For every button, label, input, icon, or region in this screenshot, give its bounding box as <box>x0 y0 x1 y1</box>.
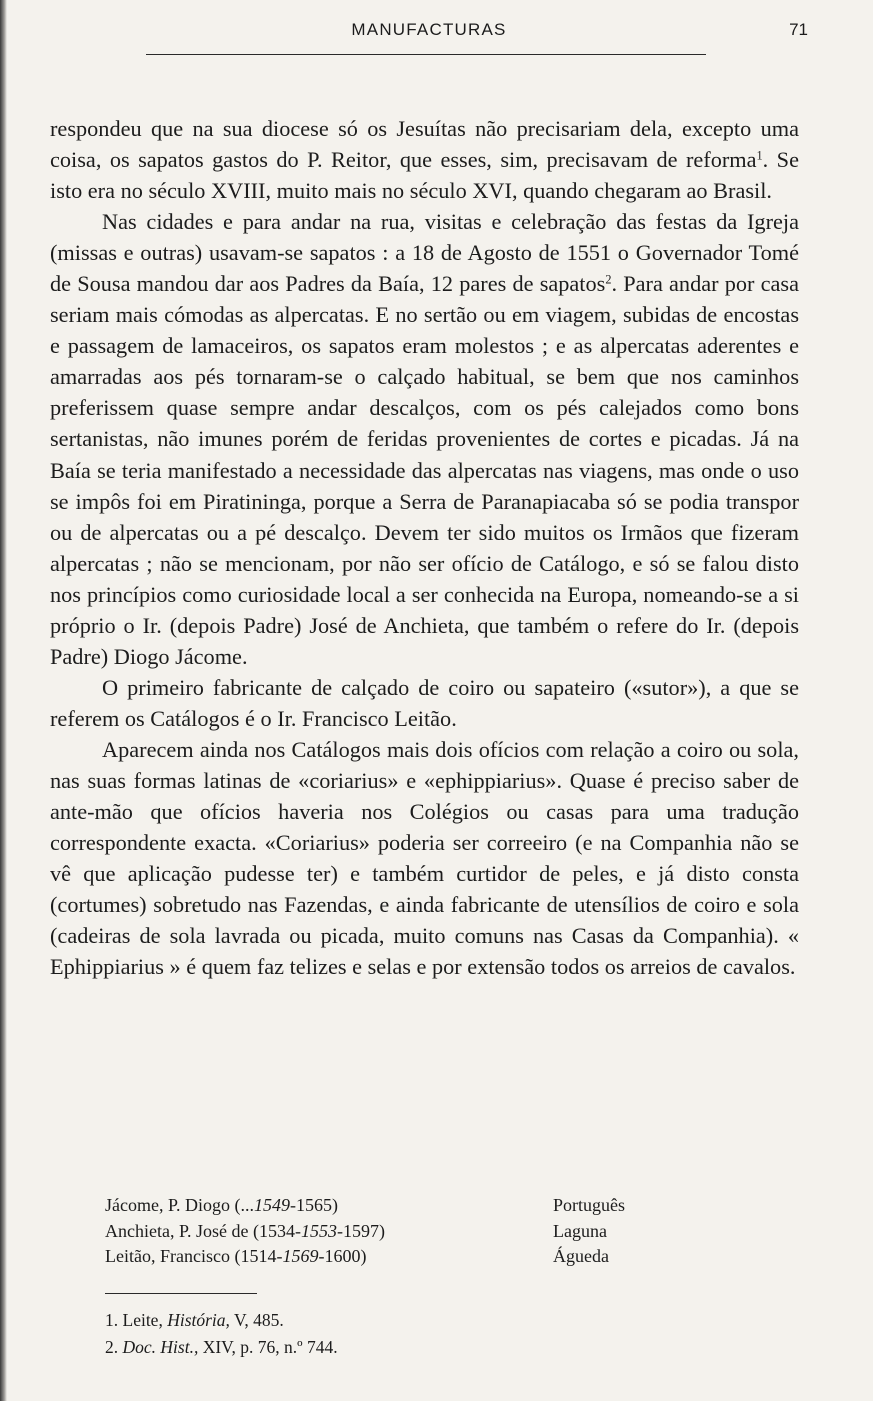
running-title: MANUFACTURAS <box>351 20 507 39</box>
roster-name: Anchieta, P. José de (1534-1553-1597) <box>105 1220 385 1241</box>
body-text <box>50 113 799 982</box>
roster-row <box>105 1193 665 1219</box>
roster-name: Jácome, P. Diogo (...1549-1565) <box>105 1195 338 1215</box>
paragraph-2-text-end: . Para andar por casa seriam mais cómodas as alpercatas. E no sertão ou em viagem, subidas de encostas e passagem de lamaceiros, os sapatos eram molestos ; e as alpercatas aderentes e amarradas aos pés tornaram-se o calçado habitual, se bem que nos caminhos preferissem quase sempre andar descalços, com os pés calejados como bons sertanistas, não imunes porém de feridas provenientes de cortes e picadas. Já na Baía se teria manifestado a necessidade das alpercatas nas viagens, mas onde o uso se impôs foi em Piratininga, porque a Serra de Paranapiacaba só se podia transpor ou de alpercatas ou a pé descalço. Devem ter sido muitos os Irmãos que fizeram alpercatas ; não se mencionam, por não ser ofício de Catálogo, e só se falou disto nos princípios como curiosidade local a ser conhecida na Europa, nomeando-se a si próprio o Ir. (depois Padre) José de Anchieta, que também o refere do Ir. (depois Padre) Diogo Jácome. <box>50 271 800 669</box>
roster-place: Laguna <box>553 1220 607 1241</box>
footnote-2: 2. Doc. Hist., XIV, p. 76, n.º 744. <box>105 1337 338 1357</box>
book-spine-shadow <box>0 0 7 1401</box>
footnote-ref-1: 1 <box>756 148 763 163</box>
page-header <box>50 20 808 46</box>
roster-place: Águeda <box>553 1246 609 1266</box>
paragraph-1 <box>50 113 799 206</box>
footnotes <box>105 1307 665 1361</box>
paragraph-1-text-end: . Se isto era no século XVIII, muito mais no século XVI, quando chegaram ao Brasil. <box>50 147 799 204</box>
footnote-1: 1. Leite, História, V, 485. <box>105 1310 284 1330</box>
roster-place: Português <box>553 1195 625 1215</box>
paragraph-4: Aparecem ainda nos Catálogos mais dois ofícios com relação a coiro ou sola, nas suas formas latinas de «coriarius» e «ephippiarius». Quase é preciso saber de ante-mão que ofícios haveria nos Colégios ou casas para uma tradução correspondente exacta. «Coriarius» poderia ser correeiro (e na Companhia não se vê que aplicação pudesse ter) e também curtidor de peles, e já disto consta (cortumes) sobretudo nas Fazendas, e ainda fabricante de utensílios de coiro e sola (cadeiras de sola lavrada ou picada, muito comuns nas Casas da Companhia). « Ephippiarius » é quem faz telizes e selas e por extensão todos os arreios de cavalos. <box>50 736 799 980</box>
roster-table <box>105 1193 665 1270</box>
paragraph-1-text: respondeu que na sua diocese só os Jesuítas não precisariam dela, excepto uma coisa, os sapatos gastos do P. Reitor, que esses, sim, precisavam de reforma <box>50 116 799 173</box>
page-number: 71 <box>789 20 808 39</box>
roster-row <box>105 1244 665 1270</box>
paragraph-2-text: Nas cidades e para andar na rua, visitas e celebração das festas da Igreja (missas e outras) usavam-se sapatos : a 18 de Agosto de 1551 o Governador Tomé de Sousa mandou dar aos Padres da Baía, 12 pares de sapatos <box>50 209 799 297</box>
roster-row <box>105 1219 665 1245</box>
footnote-ref-2: 2 <box>605 272 612 287</box>
paragraph-3: O primeiro fabricante de calçado de coiro ou sapateiro («sutor»), a que se referem os Catálogos é o Ir. Francisco Leitão. <box>50 674 799 731</box>
roster-name: Leitão, Francisco (1514-1569-1600) <box>105 1246 367 1266</box>
header-rule <box>146 54 706 55</box>
footnote-rule <box>105 1293 257 1294</box>
paragraph-2 <box>50 206 799 672</box>
